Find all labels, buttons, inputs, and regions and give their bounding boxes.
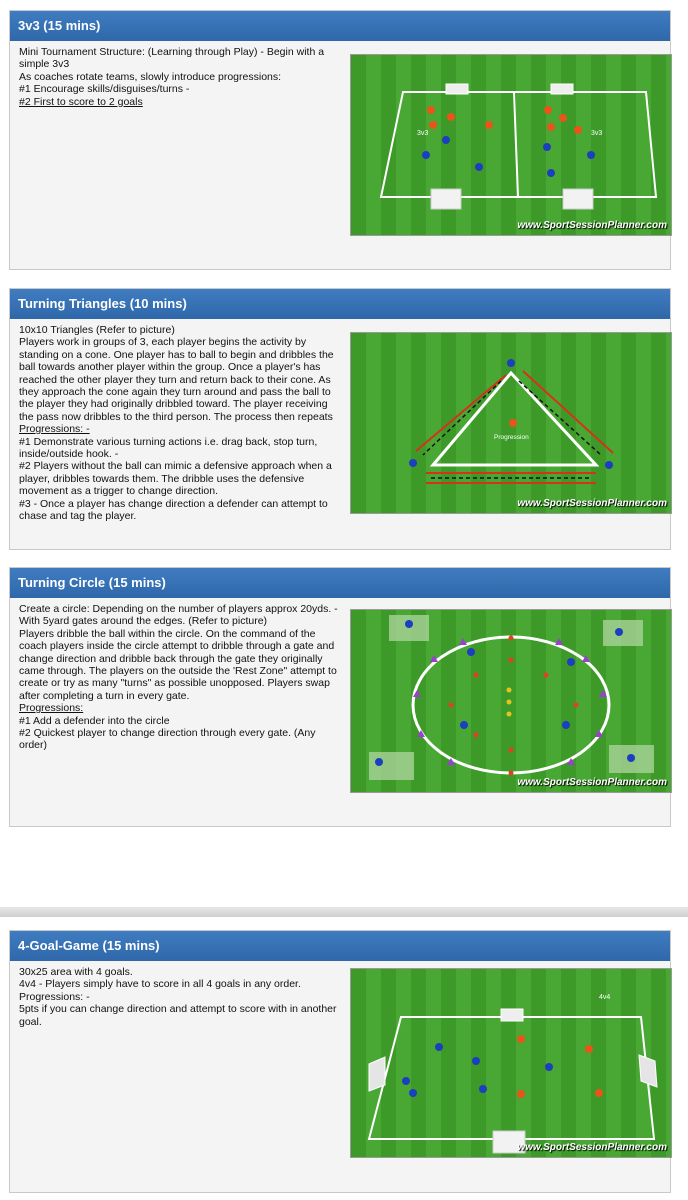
desc-line: Progressions: — [19, 702, 84, 715]
section-description — [19, 966, 344, 1028]
section-description — [19, 324, 344, 523]
pitch-graphic — [351, 610, 671, 792]
desc-line: #3 - Once a player has change direction a defender can attempt to chase and tag the player. — [19, 497, 328, 523]
watermark: www.SportSessionPlanner.com — [517, 1142, 667, 1153]
section-title: 4-Goal-Game (15 mins) — [10, 931, 670, 961]
diagram-label: Progression — [494, 434, 529, 441]
watermark: www.SportSessionPlanner.com — [517, 498, 667, 509]
diagram-label: 4v4 — [599, 994, 611, 1001]
pitch-graphic — [351, 969, 671, 1157]
desc-line: #2 Quickest player to change direction through every gate. (Any order) — [19, 727, 316, 752]
page-divider — [0, 907, 688, 917]
desc-line: Mini Tournament Structure: (Learning through Play) - Begin with a simple 3v3 — [19, 46, 325, 71]
watermark: www.SportSessionPlanner.com — [517, 777, 667, 788]
goal-top — [501, 1009, 523, 1021]
section-3v3 — [9, 10, 671, 270]
section-turning-triangles — [9, 288, 671, 550]
section-description — [19, 46, 344, 108]
drill-diagram — [350, 54, 672, 236]
desc-line: #1 Demonstrate various turning actions i.e. drag back, stop turn, inside/outside hook. - — [19, 435, 318, 461]
desc-line: #1 Add a defender into the circle — [19, 714, 170, 727]
desc-line: 10x10 Triangles (Refer to picture) — [19, 324, 175, 336]
desc-line: #2 First to score to 2 goals — [19, 95, 143, 108]
desc-line: Progressions: - — [19, 990, 90, 1003]
pitch-graphic — [351, 55, 671, 235]
diagram-label: 3v3 — [417, 130, 429, 137]
section-turning-circle — [9, 567, 671, 827]
desc-line: 5pts if you can change direction and attempt to score with in another goal. — [19, 1003, 337, 1028]
section-description — [19, 603, 344, 752]
desc-line: #2 Players without the ball can mimic a defensive approach when a player, dribbles towards them. The dribble uses the defensive movement as a trigger to change direction. — [19, 460, 332, 498]
desc-line: As coaches rotate teams, slowly introduce progressions: — [19, 70, 282, 83]
section-title: Turning Triangles (10 mins) — [10, 289, 670, 319]
desc-line: 30x25 area with 4 goals. — [19, 966, 133, 978]
desc-line: #1 Encourage skills/disguises/turns - — [19, 83, 190, 96]
watermark: www.SportSessionPlanner.com — [517, 220, 667, 231]
red-player — [509, 419, 517, 427]
pitch-graphic — [351, 333, 671, 513]
desc-line: Players dribble the ball within the circle. On the command of the coach players inside the circle attempt to dribble through a gate and change direction and dribble back through the gate they originally came through. The players on the outside the 'Rest Zone" attempt to create or try as many "turns" as possible unopposed. Players swap after completing a turn in every gate. — [19, 627, 337, 702]
desc-line: 4v4 - Players simply have to score in all 4 goals in any order. — [19, 978, 301, 991]
section-title: 3v3 (15 mins) — [10, 11, 670, 41]
diagram-label: 3v3 — [591, 130, 603, 137]
drill-diagram — [350, 609, 672, 793]
desc-line: Create a circle: Depending on the number of players approx 20yds. - With 5yard gates around the edges. (Refer to picture) — [19, 603, 338, 628]
drill-diagram — [350, 968, 672, 1158]
desc-line: Players work in groups of 3, each player begins the activity by standing on a cone. One player has to ball to begin and dribbles the ball towards another player within the group. Once a player's has reached the other player they turn and return back to their cone. As they approach the cone again they turn around and pass the ball to the player they had originally dribbled toward. The player receiving the pass now dribbles to the third person. The process then repeats — [19, 336, 334, 423]
desc-line: Progressions: - — [19, 423, 90, 436]
section-title: Turning Circle (15 mins) — [10, 568, 670, 598]
drill-diagram — [350, 332, 672, 514]
section-4-goal-game — [9, 930, 671, 1193]
